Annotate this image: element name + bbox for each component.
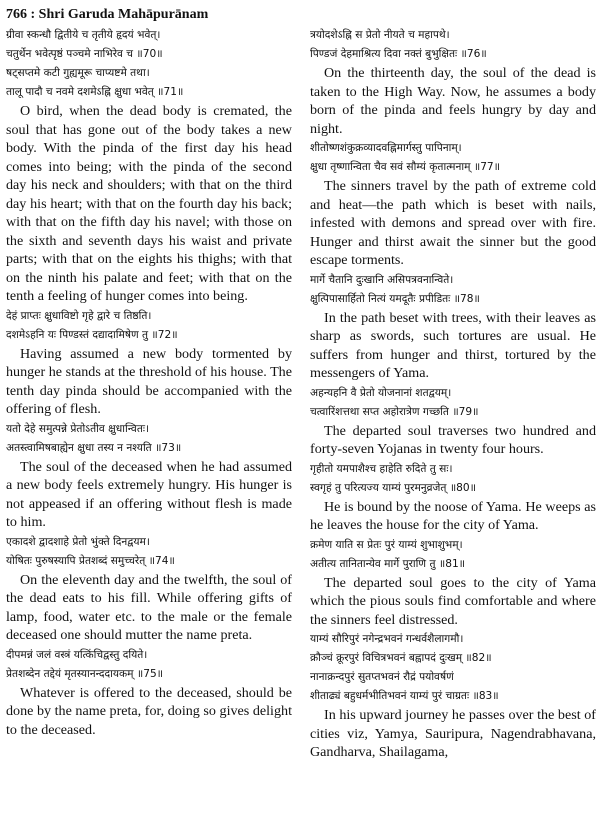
sanskrit-verse-line: तालू पादौ च नवमे दशमेऽह्नि क्षुधा भवेत् ॥71॥ (6, 86, 184, 98)
sanskrit-verse-line: नानाक्रन्दपुरं सुतप्तभवनं रौद्रं पयोवर्षणं (310, 671, 454, 683)
sanskrit-verse-line: त्रयोदशेऽह्नि स प्रेतो नीयते च महापथे। (310, 29, 450, 41)
translation-paragraph: O bird, when the dead body is cremated, the soul that has gone out of the body takes a new body. With the pinda of the first day his head comes into being; with the pinda of the second day his neck and shoulders; with that on the third day his heart; with that on the fourth day his back; with that on the fifth day his navel; with those on the sixth and seventh days his waist and private parts; with that on the eights his thighs; with that on the ninth his palate and feet; with that on the tenth a feeling of hunger comes into being. (6, 103, 292, 304)
translation-paragraph: Having assumed a new body tormented by hunger he stands at the threshold of his house. The tenth day pinda should be accompanied with the offering of flesh. (6, 345, 292, 417)
sanskrit-verse-line: अहन्यहनि वै प्रेतो योजनानां शतद्वयम्। (310, 386, 452, 399)
sanskrit-verse-line: चत्वारिंशत्तथा सप्त अहोरात्रेण गच्छति ॥79॥ (310, 405, 479, 418)
sanskrit-verse-line: यतो देहे समुत्पन्ने प्रेतोऽतीव क्षुधान्वितः। (6, 422, 150, 435)
sanskrit-verse-line: क्रौञ्चं क्रूरपुरं विचित्रभवनं बह्वापदं दुःखम् ॥82॥ (310, 652, 492, 664)
sanskrit-verse-line: मार्गे चैतानि दुःखानि असिपत्रवनान्विते। (310, 273, 454, 286)
sanskrit-verse-line: अतस्त्वामिषबाह्येन क्षुधा तस्य न नश्यति ॥73॥ (6, 441, 182, 454)
sanskrit-verse-line: गृहीतो यमपाशैश्च हाहेति रुदिते तु सः। (310, 462, 453, 475)
sanskrit-verse-line: क्षुत्पिपासार्हितो नित्यं यमदूतैः प्रपीडितः ॥78॥ (310, 292, 480, 305)
translation-paragraph: Whatever is offered to the deceased, should be done by the name preta, for, doing so gives delight to the deceased. (6, 684, 292, 738)
translation-paragraph: He is bound by the noose of Yama. He weeps as he leaves the house for the city of Yama. (310, 498, 596, 533)
sanskrit-verse-line: ग्रीवा स्कन्धौ द्वितीये च तृतीये हृदयं भवेत्। (6, 29, 161, 41)
right-column (310, 26, 596, 838)
sanskrit-verse-line: देहं प्राप्तः क्षुधाविष्टो गृहे द्वारे च तिष्ठति। (6, 309, 152, 322)
sanskrit-verse-line: क्रमेण याति स प्रेतः पुरं याम्यं शुभाशुभम्। (310, 538, 463, 551)
sanskrit-verse-line: चतुर्थेन भवेत्पृष्ठं पञ्चमे नाभिरेव च ॥70॥ (6, 48, 163, 60)
page-header: 766 : Shri Garuda Mahāpurānam (6, 7, 209, 22)
sanskrit-verse-line: पिण्डजं देहमाश्रित्य दिवा नक्तं बुभुक्षितः ॥76॥ (310, 48, 487, 60)
sanskrit-verse-line: एकादशे द्वादशाहे प्रेतो भुंक्ते दिनद्वयम। (6, 535, 150, 548)
sanskrit-verse-line: दशमेऽहनि यः पिण्डस्तं दद्यादामिषेण तु ॥72॥ (6, 328, 178, 341)
sanskrit-verse-line: क्षुधा तृष्णान्विता चैव सवं सौम्यं कृतात्मनाम् ॥77॥ (310, 161, 501, 173)
sanskrit-verse-line: दीपमन्नं जलं वस्त्रं यत्किंचिद्वस्तु दयिते। (6, 648, 148, 661)
sanskrit-verse-line: प्रेतशब्देन तद्देयं मृतस्यानन्ददायकम् ॥75॥ (6, 667, 164, 680)
translation-paragraph: On the eleventh day and the twelfth, the soul of the dead eats to his fill. While offering gifts of lamp, food, water etc. to the male or the female deceased one should mutter the name preta. (6, 571, 292, 643)
sanskrit-verse-line: याम्यं सौरिपुरं नगेन्द्रभवनं गन्धर्वशैलागमौ। (310, 633, 464, 645)
translation-paragraph: The departed soul traverses two hundred and forty-seven Yojanas in twenty four hours. (310, 422, 596, 457)
translation-paragraph: The sinners travel by the path of extreme cold and heat—the path which is beset with nails, infested with demons and spread over with fire. Hunger and thirst await the sinner but the good escape torments. (310, 178, 596, 268)
translation-paragraph: In his upward journey he passes over the best of cities viz, Yamya, Sauripura, Nagendrabhavana, Gandharva, Shailagama, (310, 707, 596, 760)
left-column (6, 26, 292, 838)
sanskrit-verse-line: अतीत्य तानितान्येव मार्गे पुराणि तु ॥81॥ (310, 557, 466, 570)
sanskrit-verse-line: स्वगृहं तु परित्यज्य याम्यं पुरमनुव्रजेत् ॥80॥ (310, 481, 476, 494)
translation-paragraph: On the thirteenth day, the soul of the dead is taken to the High Way. Now, he assumes a body born of the pinda and feels hungry by day and night. (310, 65, 596, 137)
translation-paragraph: The departed soul goes to the city of Yama which the pious souls find comfortable and where the sinners feel distressed. (310, 574, 596, 628)
sanskrit-verse-line: शीताढ्यं बहुधर्मभीतिभवनं याम्यं पुरं चाग्रतः ॥83॥ (310, 690, 499, 702)
sanskrit-verse-line: षट्सप्तमे कटी गुह्यमूरू चाप्यष्टमे तथा। (6, 67, 150, 79)
translation-paragraph: The soul of the deceased when he had assumed a new body feels extremely hungry. His hunger is not appeased if an offering without flesh is made to him. (6, 458, 292, 530)
translation-paragraph: In the path beset with trees, with their leaves as sharp as swords, such tortures are usual. He suffers from hunger and thirst, tortured by the messengers of Yama. (310, 309, 596, 381)
sanskrit-verse-line: योषितः पुरुषस्यापि प्रेतशब्दं समुच्चरेत् ॥74॥ (6, 554, 175, 567)
sanskrit-verse-line: शीतोष्णशंकुक्रव्यादवह्निमार्गस्तु पापिनाम्। (310, 142, 462, 154)
